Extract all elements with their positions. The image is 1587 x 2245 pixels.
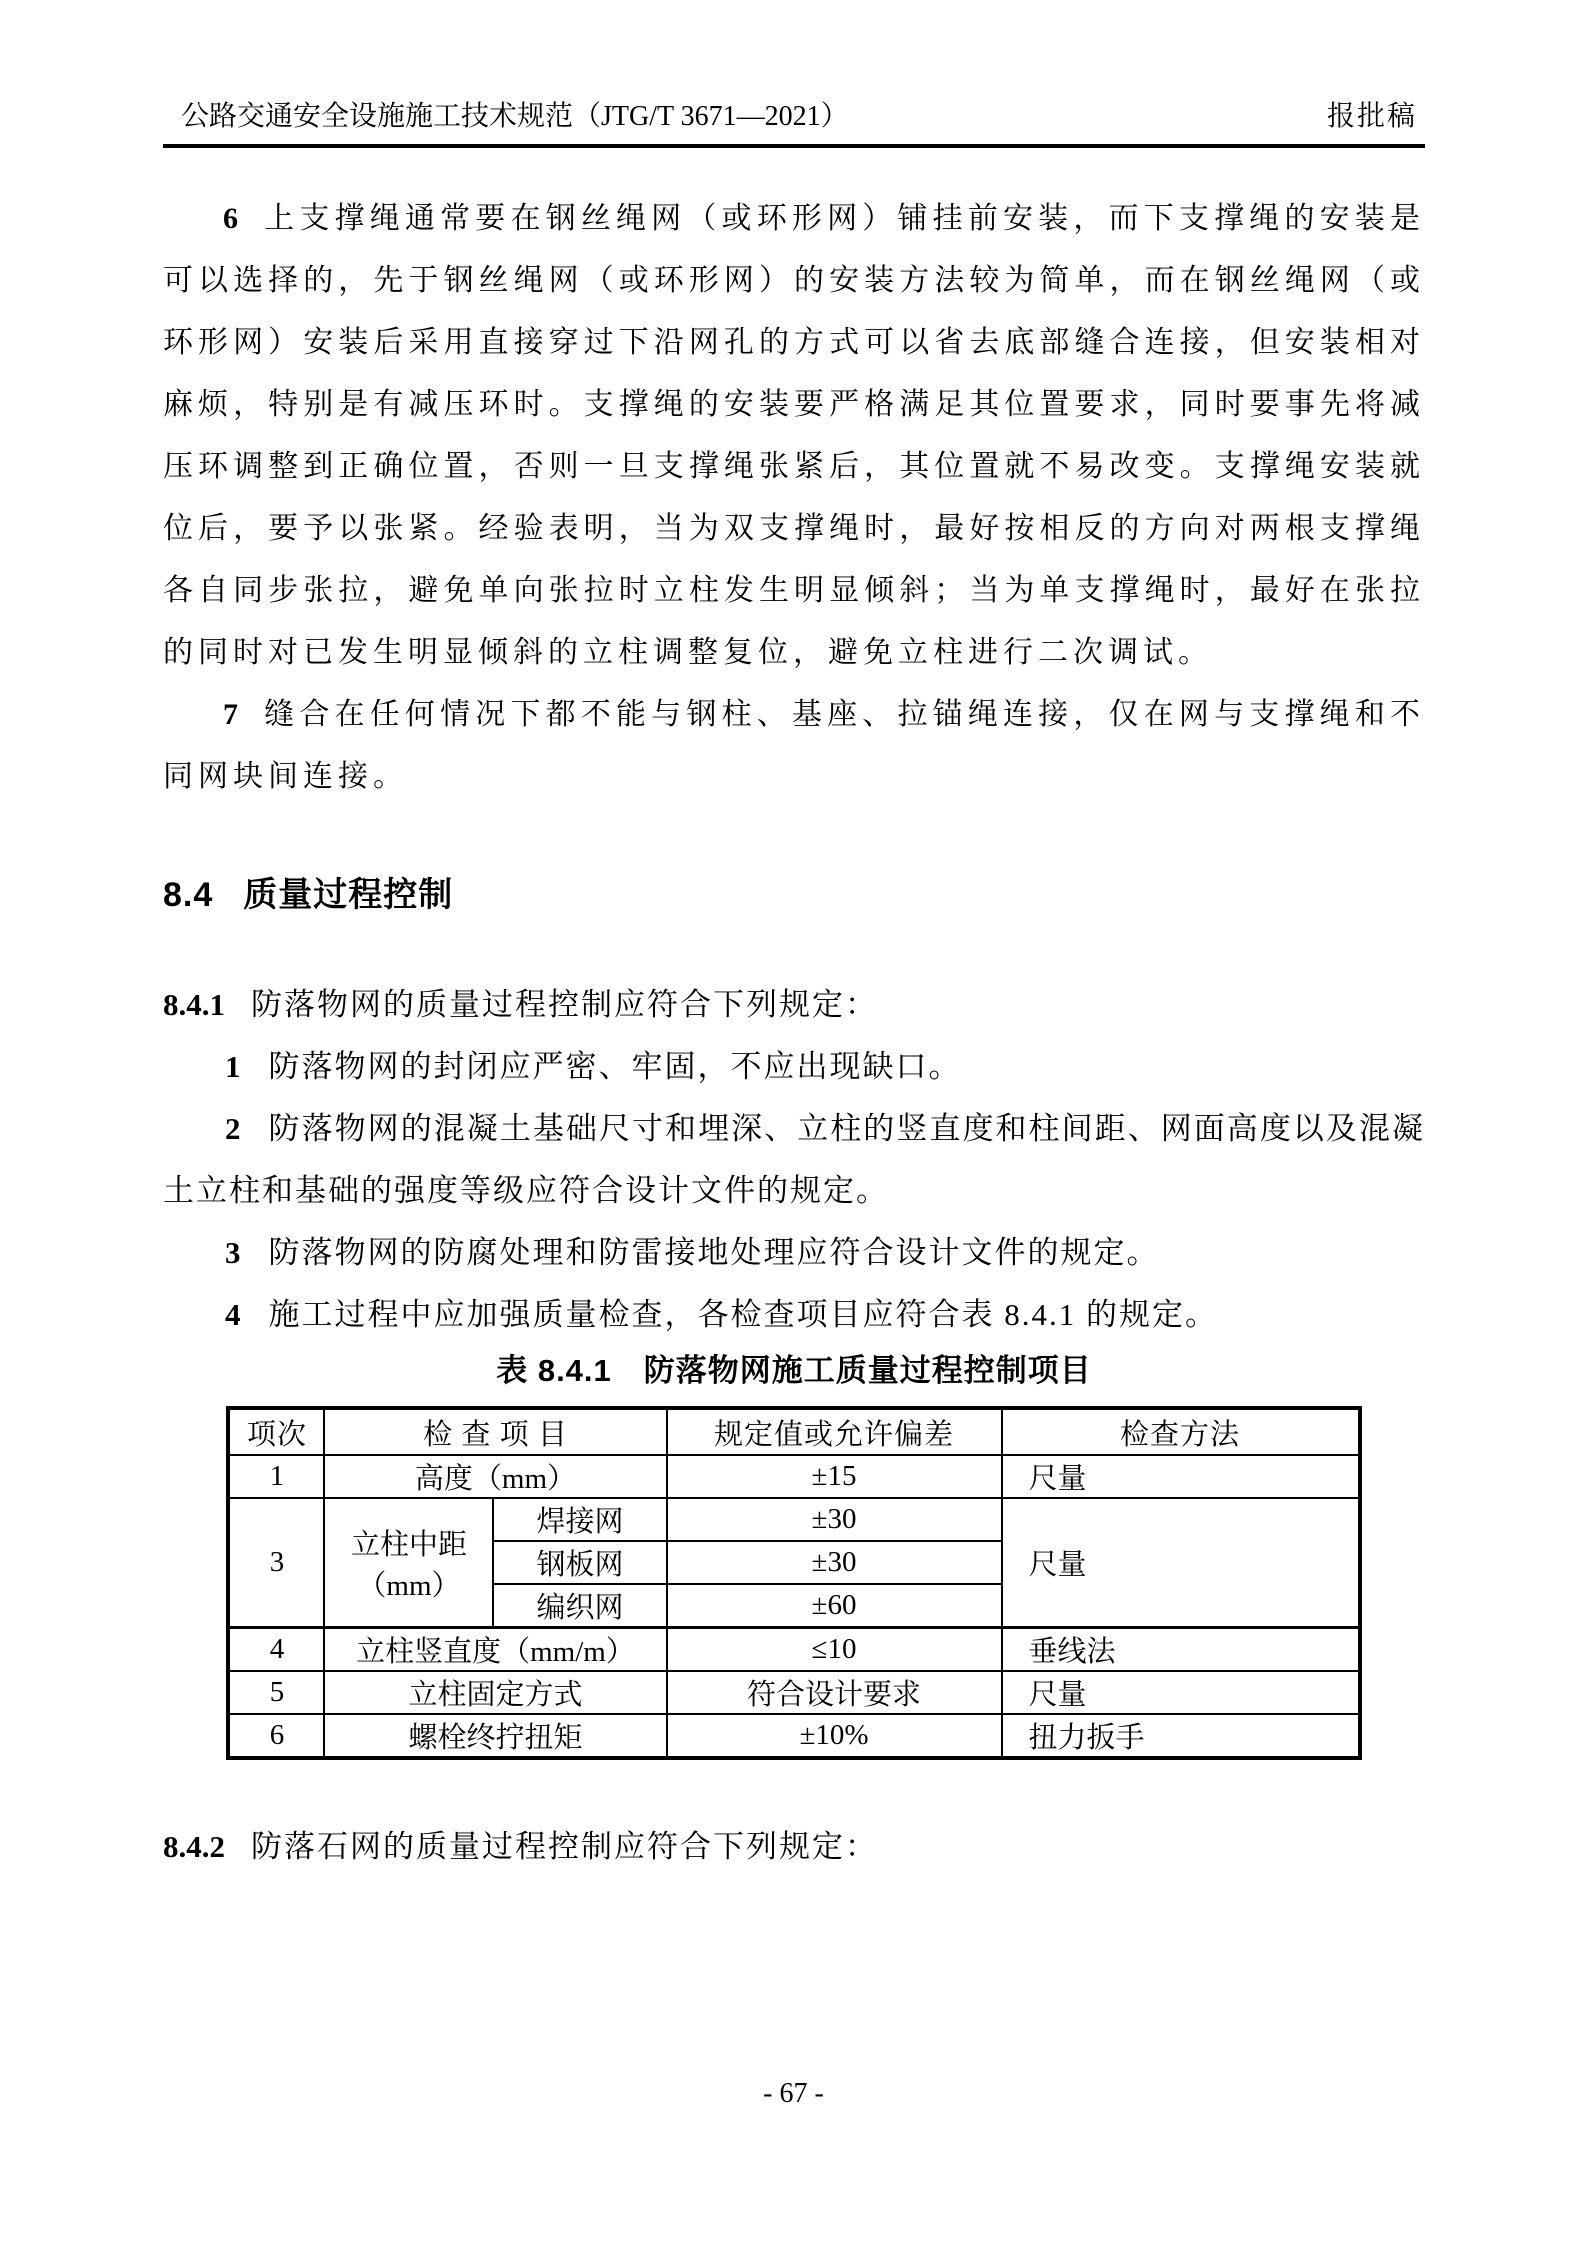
row3-sub3-item: 编织网	[493, 1584, 666, 1628]
page-number: - 67 -	[763, 2078, 824, 2109]
row5-method: 尺量	[1002, 1671, 1360, 1714]
clause-8-4-1	[163, 974, 1425, 1036]
row3-method: 尺量	[1002, 1498, 1360, 1628]
row3-sub1-value: ±30	[667, 1498, 1002, 1541]
running-header	[163, 100, 1425, 148]
item-4-text: 施工过程中应加强质量检查，各检查项目应符合表 8.4.1 的规定。	[268, 1297, 1218, 1332]
running-header-status: 报批稿	[1326, 101, 1417, 132]
header-cell-item-no: 项次	[228, 1408, 324, 1455]
row5-value: 符合设计要求	[667, 1671, 1002, 1714]
row1-value: ±15	[667, 1455, 1002, 1498]
paragraph-7-number: 7	[223, 698, 238, 731]
clause-8-4-1-text: 防落物网的质量过程控制应符合下列规定：	[251, 987, 878, 1022]
row4-no: 4	[228, 1628, 324, 1672]
header-cell-tolerance: 规定值或允许偏差	[667, 1408, 1002, 1455]
table-row-6	[228, 1714, 1359, 1758]
commentary-paragraph-6	[163, 188, 1425, 684]
commentary-paragraph-7	[163, 684, 1425, 808]
section-8-4-heading	[163, 872, 1425, 918]
paragraph-6-number: 6	[223, 202, 238, 235]
row6-item: 螺栓终拧扭矩	[324, 1714, 666, 1758]
header-cell-method: 检查方法	[1002, 1408, 1360, 1455]
clause-8-4-1-item-1	[163, 1036, 1425, 1098]
row4-method: 垂线法	[1002, 1628, 1360, 1672]
row1-item: 高度（mm）	[324, 1455, 666, 1498]
row3-sub2-item: 钢板网	[493, 1541, 666, 1584]
table-row-4	[228, 1628, 1359, 1672]
item-2-number: 2	[225, 1111, 241, 1146]
clause-8-4-2-number: 8.4.2	[163, 1829, 225, 1864]
row6-value: ±10%	[667, 1714, 1002, 1758]
row4-value: ≤10	[667, 1628, 1002, 1672]
row3-no: 3	[228, 1498, 324, 1628]
table-row-1	[228, 1455, 1359, 1498]
row5-item: 立柱固定方式	[324, 1671, 666, 1714]
row3-sub2-value: ±30	[667, 1541, 1002, 1584]
row6-method: 扭力扳手	[1002, 1714, 1360, 1758]
item-2-text: 防落物网的混凝土基础尺寸和埋深、立柱的竖直度和柱间距、网面高度以及混凝土立柱和基础的强度等级应符合设计文件的规定。	[163, 1111, 1425, 1208]
row3-sub3-value: ±60	[667, 1584, 1002, 1628]
running-header-title: 公路交通安全设施施工技术规范（JTG/T 3671—2021）	[181, 101, 849, 132]
item-4-number: 4	[225, 1297, 241, 1332]
header-cell-check-item: 检 查 项 目	[324, 1408, 666, 1455]
clause-8-4-1-item-3	[163, 1222, 1425, 1284]
item-3-text: 防落物网的防腐处理和防雷接地处理应符合设计文件的规定。	[268, 1235, 1160, 1270]
row5-no: 5	[228, 1671, 324, 1714]
paragraph-6-text: 上支撑绳通常要在钢丝绳网（或环形网）铺挂前安装，而下支撑绳的安装是可以选择的，先于钢丝绳网（或环形网）的安装方法较为简单，而在钢丝绳网（或环形网）安装后采用直接穿过下沿网孔的方式可以省去底部缝合连接，但安装相对麻烦，特别是有减压环时。支撑绳的安装要严格满足其位置要求，同时要事先将减压环调整到正确位置，否则一旦支撑绳张紧后，其位置就不易改变。支撑绳安装就位后，要予以张紧。经验表明，当为双支撑绳时，最好按相反的方向对两根支撑绳各自同步张拉，避免单向张拉时立柱发生明显倾斜；当为单支撑绳时，最好在张拉的同时对已发生明显倾斜的立柱调整复位，避免立柱进行二次调试。	[163, 202, 1425, 669]
clause-8-4-2	[163, 1816, 1425, 1878]
table-row-3a	[228, 1498, 1359, 1541]
item-3-number: 3	[225, 1235, 241, 1270]
page-content	[163, 100, 1425, 1878]
section-8-4-number: 8.4	[163, 876, 214, 914]
item-1-number: 1	[225, 1049, 241, 1084]
clause-8-4-1-number: 8.4.1	[163, 987, 225, 1022]
paragraph-7-text: 缝合在任何情况下都不能与钢柱、基座、拉锚绳连接，仅在网与支撑绳和不同网块间连接。	[163, 698, 1425, 793]
row4-item: 立柱竖直度（mm/m）	[324, 1628, 666, 1672]
row3-sub1-item: 焊接网	[493, 1498, 666, 1541]
row6-no: 6	[228, 1714, 324, 1758]
row3-item: 立柱中距（mm）	[324, 1498, 493, 1628]
table-8-4-1-caption: 表 8.4.1 防落物网施工质量过程控制项目	[496, 1353, 1092, 1388]
row1-method: 尺量	[1002, 1455, 1360, 1498]
clause-8-4-1-item-2	[163, 1098, 1425, 1222]
clause-8-4-2-text: 防落石网的质量过程控制应符合下列规定：	[251, 1829, 878, 1864]
table-header-row	[228, 1408, 1359, 1455]
table-row-5	[228, 1671, 1359, 1714]
section-8-4-title: 质量过程控制	[243, 876, 454, 914]
row1-no: 1	[228, 1455, 324, 1498]
quality-control-table	[226, 1406, 1361, 1760]
clause-8-4-1-item-4	[163, 1284, 1425, 1346]
item-1-text: 防落物网的封闭应严密、牢固，不应出现缺口。	[268, 1049, 962, 1084]
